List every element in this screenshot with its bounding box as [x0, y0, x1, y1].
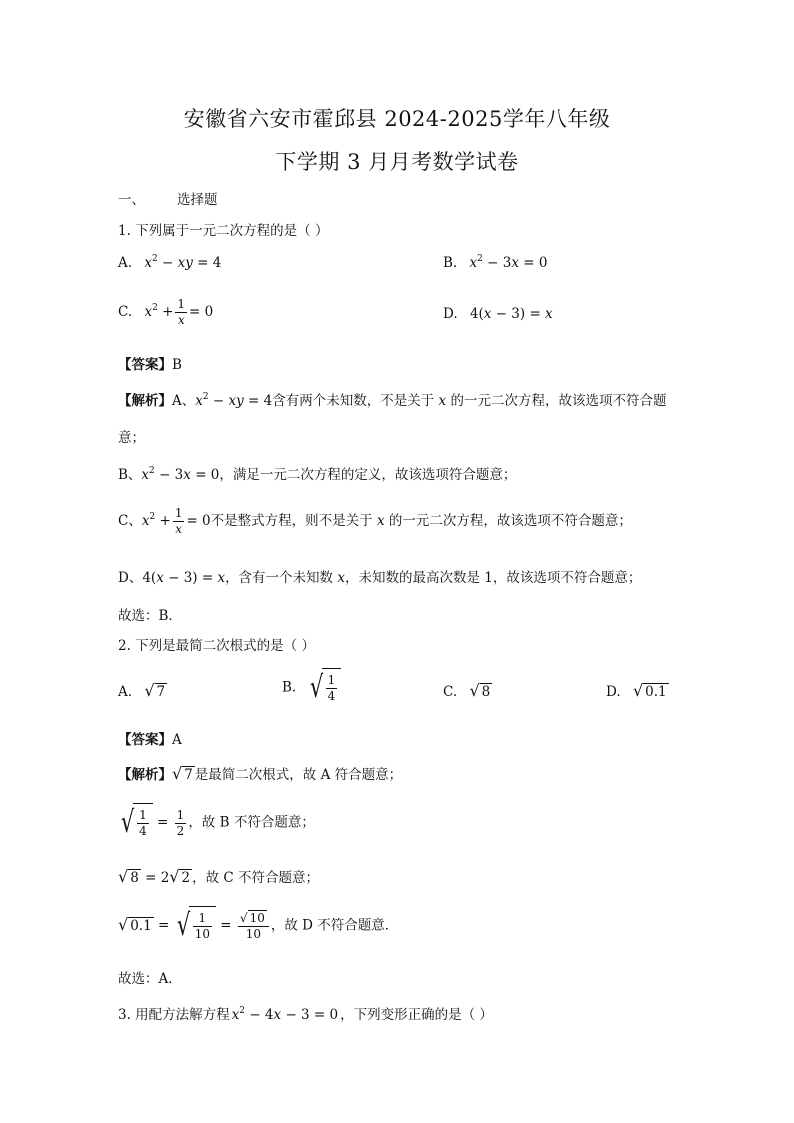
q1-option-d: D. 4(x − 3) = x: [443, 306, 553, 322]
section-number: 一、: [118, 192, 145, 208]
q1-option-c-label: C.: [118, 304, 133, 320]
q2-option-a: A. √ 7: [118, 681, 166, 700]
q1-analysis-b-prefix: B、: [118, 467, 142, 483]
q2-option-c: C. √ 8: [443, 681, 491, 700]
q2-analysis-line2-text: ，故 B 不符合题意；: [188, 814, 315, 831]
q2-option-c-label: C.: [443, 684, 458, 700]
q2-option-b: B. √ $\frac{1}{4}$: [282, 668, 341, 708]
q1-option-d-label: D.: [443, 306, 458, 322]
q2-option-a-label: A.: [118, 684, 133, 700]
q2-analysis-line1: 【解析】√ 7 是最简二次根式，故 A 符合题意；: [118, 764, 403, 783]
document-title-line1: 安徽省六安市霍邱县 2024-2025学年八年级: [183, 107, 611, 131]
q2-analysis-line3-text: ，故 C 不符合题意；: [192, 870, 319, 886]
q1-option-a-label: A.: [118, 255, 133, 271]
q1-analysis-b: B、$x^2 - 3x = 0$，满足一元二次方程的定义，故该选项符合题意；: [118, 466, 517, 483]
q2-conclusion: 故选：A．: [118, 971, 182, 987]
question-2-stem: 2. 下列是最简二次根式的是（ ）: [118, 638, 315, 654]
q1-analysis-a: 【解析】A、$x^2$ − xy = 4含有两个未知数，不是关于 x 的一元二次方程，故该选项不符合题: [118, 392, 667, 409]
q1-option-c: C. $x^2$ + $\frac{1}{x}$ = 0: [118, 297, 214, 327]
q1-analysis-c-text: 不是整式方程，则不是关于: [210, 513, 373, 529]
q2-answer-tag: 【答案】: [118, 732, 172, 748]
q1-analysis-c-text2: 的一元二次方程，故该选项不符合题意；: [388, 513, 632, 529]
q2-analysis-line2: √ $\frac{1}{4}$ = $\frac{1}{2}$ ，故 B 不符合题意；: [118, 803, 315, 843]
q2-answer-value: A: [172, 732, 182, 748]
q1-answer-tag: 【答案】: [118, 357, 172, 373]
q2-analysis-line4: √ 0.1 = √ $\frac{1}{10}$ = $\frac{√ 10}{10}$ ，故 D 不符合题意．: [118, 906, 398, 946]
q1-answer-value: B: [172, 357, 182, 373]
q2-option-d: D. √ 0.1: [606, 681, 667, 700]
q3-stem-part-b: ，下列变形正确的是（ ）: [340, 1007, 493, 1023]
q2-analysis-tag: 【解析】: [118, 767, 172, 783]
q1-analysis-a-prefix: A、: [172, 393, 196, 409]
q1-analysis-tag: 【解析】: [118, 393, 172, 409]
q1-answer: [118, 353, 182, 373]
q2-option-b-label: B.: [282, 679, 297, 696]
q1-conclusion: 故选：B．: [118, 608, 182, 624]
q1-analysis-a-cont: 意；: [118, 430, 145, 446]
q1-analysis-b-text: ，满足一元二次方程的定义，故该选项符合题意；: [219, 467, 517, 483]
q1-analysis-a-text: 含有两个未知数，不是关于: [272, 393, 435, 409]
q2-analysis-line1-text: 是最简二次根式，故 A 符合题意；: [194, 767, 403, 783]
q1-analysis-c-prefix: C、: [118, 513, 142, 529]
q2-answer: [118, 728, 182, 748]
q2-analysis-line4-text: ，故 D 不符合题意．: [270, 917, 399, 934]
q1-option-a: A. $x^2$ − xy = 4: [118, 254, 222, 271]
section-heading: [118, 188, 218, 208]
q1-analysis-d-text: ，含有一个未知数: [225, 570, 334, 586]
q1-analysis-d-text2: ，未知数的最高次数是 1，故该选项不符合题意；: [344, 570, 642, 586]
q2-analysis-line3: √ 8 = 2√ 2 ，故 C 不符合题意；: [118, 867, 319, 886]
question-1-stem: 1. 下列属于一元二次方程的是（ ）: [118, 223, 329, 239]
q1-analysis-d-prefix: D、: [118, 570, 143, 586]
q1-analysis-d: D、4(x − 3) = x，含有一个未知数 x，未知数的最高次数是 1，故该选项不符合题意；: [118, 570, 642, 586]
q1-option-b: B. $x^2 - 3x = 0$: [443, 254, 548, 271]
question-3-stem: 3. 用配方法解方程 $x^2 - 4x - 3 = 0$ ，下列变形正确的是（ ）: [118, 1006, 493, 1023]
q1-option-b-label: B.: [443, 255, 458, 271]
document-title-line2: 下学期 3 月月考数学试卷: [275, 150, 519, 174]
q2-option-d-label: D.: [606, 684, 621, 700]
q3-stem-part-a: 3. 用配方法解方程: [118, 1007, 230, 1023]
q1-analysis-a-text2: 的一元二次方程，故该选项不符合题: [450, 393, 667, 409]
q1-analysis-c: C、$x^2$ + $\frac{1}{x}$ = 0不是整式方程，则不是关于 x 的一元二次方程，故该选项不符合题意；: [118, 506, 632, 536]
section-label: 选择题: [177, 192, 218, 208]
